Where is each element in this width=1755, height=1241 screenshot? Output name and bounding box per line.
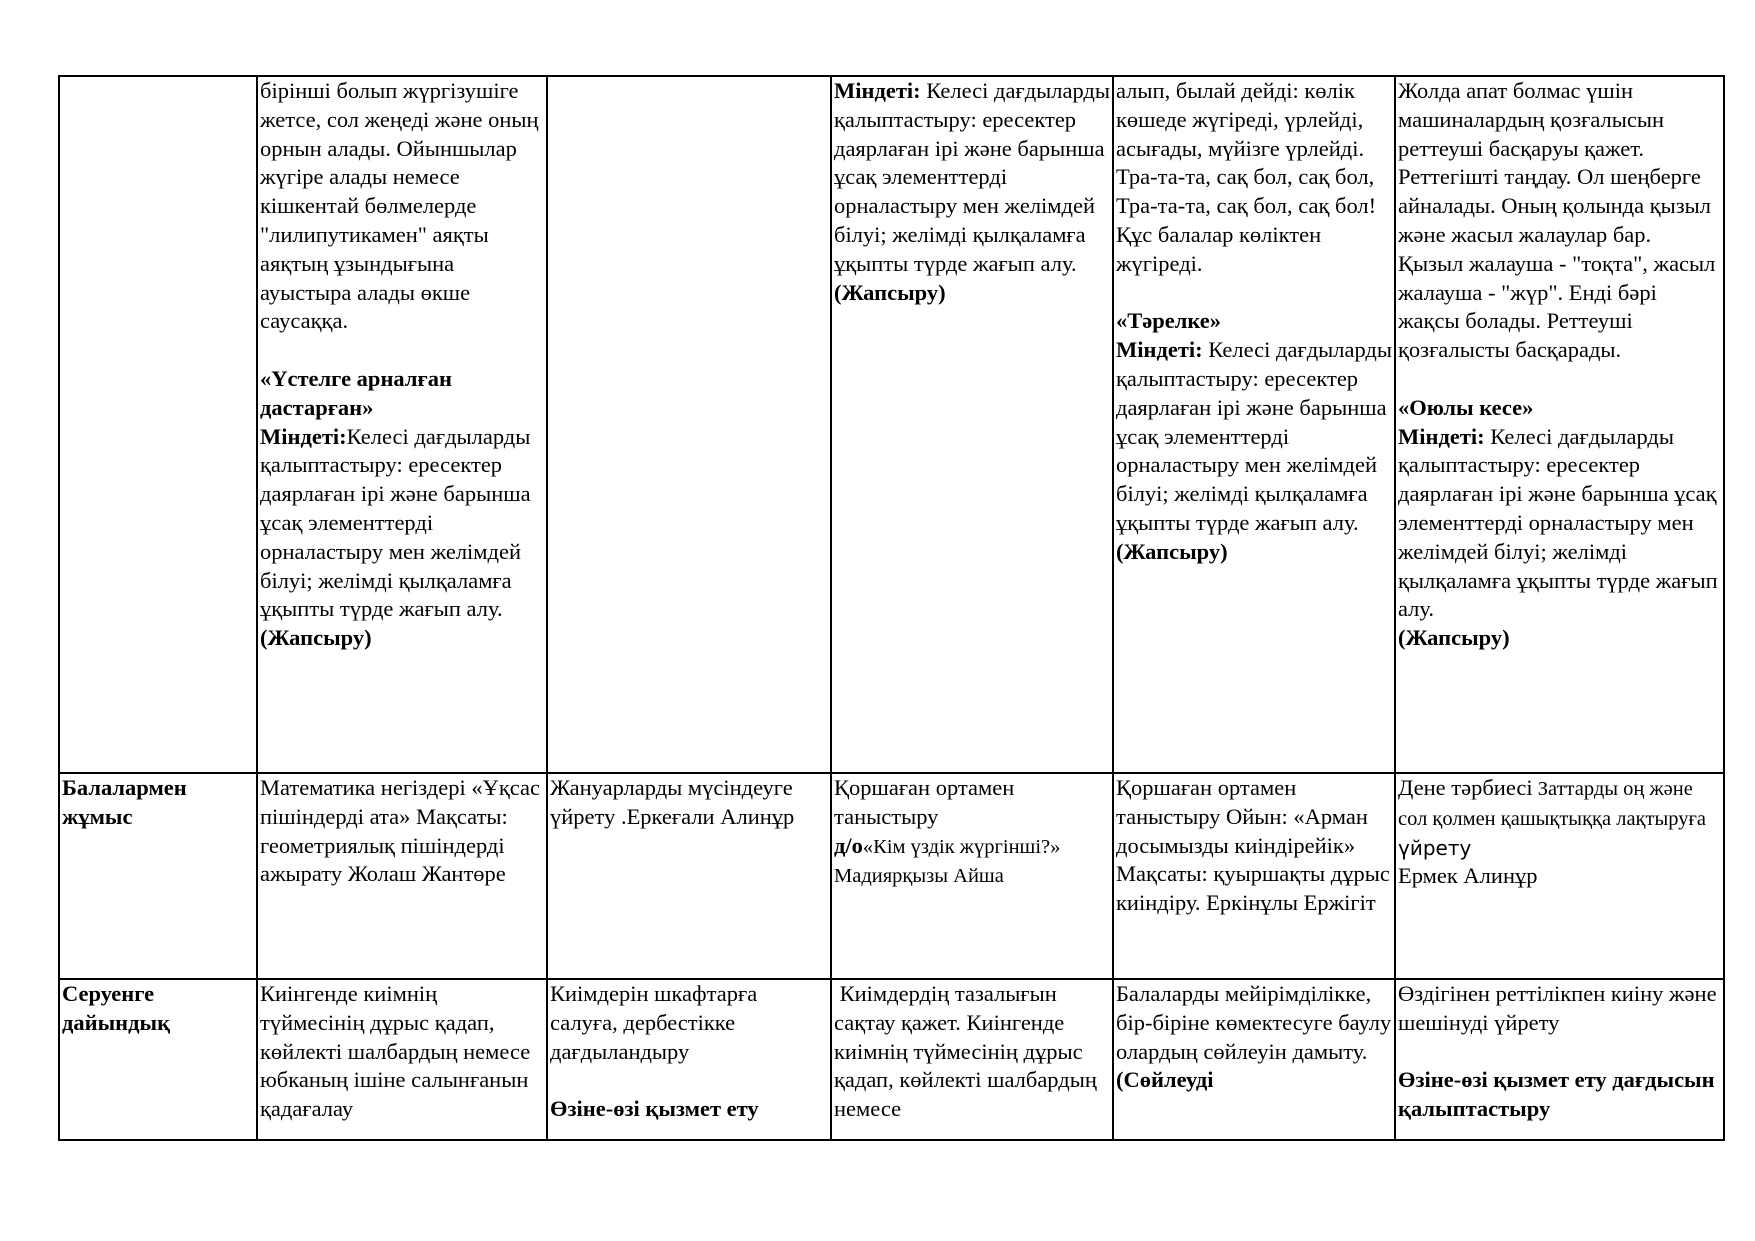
table-cell: Киімдерін шкафтарға салуға, дербестікке дағдыландыру Өзіне-өзі қызмет ету <box>547 979 831 1140</box>
table-cell: Киінгенде киімнің түймесінің дұрыс қадап, көйлекті шалбардың немесе юбканың ішіне салынғанын қадағалау <box>257 979 547 1140</box>
table-cell: Жолда апат болмас үшін машиналардың қозғалысын реттеуші басқаруы қажет. Реттегішті таңдау. Ол шеңберге айналады. Оның қолында қызыл және жасыл жалаулар бар. Қызыл жалауша - "тоқта", жасыл жалауша - "жүр". Енді бәрі жақсы болады. Реттеуші қозғалысты басқарады. «Оюлы кесе» Міндеті: Келесі дағдыларды қалыптастыру: ересектер даярлаған ірі және барынша ұсақ элементтерді орналастыру мен желімдей білуі; желімді қылқаламға ұқыпты түрде жағып алу. (Жапсыру) <box>1395 76 1724 773</box>
table-cell: Өздігінен реттілікпен киіну және шешінуді үйрету Өзіне-өзі қызмет ету дағдысын қалыптастыру <box>1395 979 1724 1140</box>
table-cell: Киімдердің тазалығын сақтау қажет. Киінгенде киімнің түймесінің дұрыс қадап, көйлекті шалбардың немесе <box>831 979 1113 1140</box>
table-cell: Математика негіздері «Ұқсас пішіндерді ата» Мақсаты: геометриялық пішіндерді ажырату Жолаш Жантөре <box>257 773 547 979</box>
row-header-cell <box>59 76 257 773</box>
document-page <box>58 75 1723 1141</box>
table-cell: Қоршаған ортамен таныстыру д/о«Кім үздік жүргінші?» Мадиярқызы Айша <box>831 773 1113 979</box>
table-cell: бірінші болып жүргізушіге жетсе, сол жеңеді және оның орнын алады. Ойыншылар жүгіре алады немесе кішкентай бөлмелерде "лилипутикамен" аяқты аяқтың ұзындығына ауыстыра алады өкше саусаққа. «Үстелге арналған дастарған» Міндеті:Келесі дағдыларды қалыптастыру: ересектер даярлаған ірі және барынша ұсақ элементтерді орналастыру мен желімдей білуі; желімді қылқаламға ұқыпты түрде жағып алу. (Жапсыру) <box>257 76 547 773</box>
weekly-plan-table <box>58 75 1725 1141</box>
row-header-cell: Балалармен жұмыс <box>59 773 257 979</box>
table-cell: Балаларды мейірімділікке, бір-біріне көмектесуге баулу олардың сөйлеуін дамыту. (Сөйлеуді <box>1113 979 1395 1140</box>
table-cell: алып, былай дейді: көлік көшеде жүгіреді, үрлейді, асығады, мүйізге үрлейді. Тра-та-та, сақ бол, сақ бол, Тра-та-та, сақ бол, сақ бол! Құс балалар көліктен жүгіреді. «Тәрелке» Міндеті: Келесі дағдыларды қалыптастыру: ересектер даярлаған ірі және барынша ұсақ элементтерді орналастыру мен желімдей білуі; желімді қылқаламға ұқыпты түрде жағып алу. (Жапсыру) <box>1113 76 1395 773</box>
row-header-cell: Серуенге дайындық <box>59 979 257 1140</box>
table-cell: Дене тәрбиесі Заттарды оң және сол қолмен қашықтыққа лақтыруға үйрету Ермек Алинұр <box>1395 773 1724 979</box>
table-cell: Жануарларды мүсіндеуге үйрету .Еркеғали Алинұр <box>547 773 831 979</box>
table-row <box>59 979 1724 1140</box>
table-row <box>59 76 1724 773</box>
table-cell: Міндеті: Келесі дағдыларды қалыптастыру: ересектер даярлаған ірі және барынша ұсақ элементтерді орналастыру мен желімдей білуі; желімді қылқаламға ұқыпты түрде жағып алу. (Жапсыру) <box>831 76 1113 773</box>
table-cell: Қоршаған ортамен таныстыру Ойын: «Арман досымызды киіндірейік» Мақсаты: қуыршақты дұрыс киіндіру. Еркінұлы Ержігіт <box>1113 773 1395 979</box>
table-cell <box>547 76 831 773</box>
table-row <box>59 773 1724 979</box>
